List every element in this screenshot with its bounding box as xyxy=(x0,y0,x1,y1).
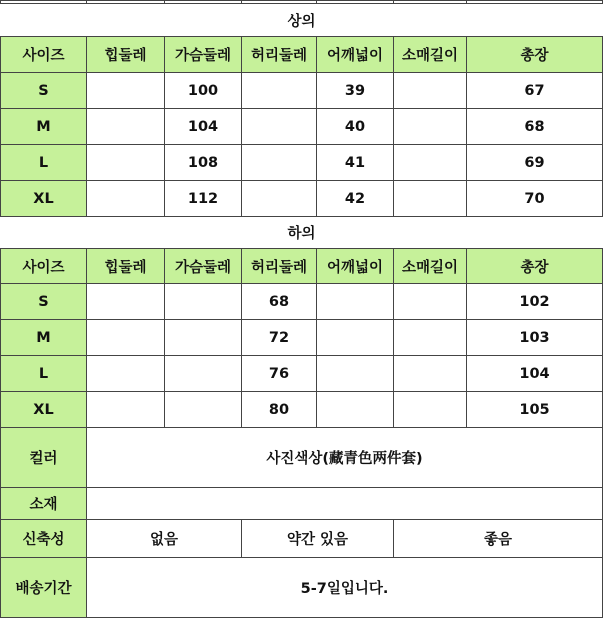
bottom-size-label: L xyxy=(1,356,87,392)
top-value-cell: 41 xyxy=(317,145,394,181)
stretch-label: 신축성 xyxy=(1,520,87,558)
bottom-size-label: XL xyxy=(1,392,87,428)
bottom-header-cell: 소매길이 xyxy=(394,249,467,284)
bottom-header-row xyxy=(1,249,603,284)
bottom-size-label: M xyxy=(1,320,87,356)
top-value-cell: 67 xyxy=(467,73,603,109)
material-row xyxy=(1,488,603,520)
top-value-cell xyxy=(87,145,165,181)
bottom-size-row xyxy=(1,392,603,428)
bottom-value-cell xyxy=(87,284,165,320)
bottom-header-cell: 힙둘레 xyxy=(87,249,165,284)
bottom-size-row xyxy=(1,356,603,392)
top-header-cell: 힙둘레 xyxy=(87,37,165,73)
bottom-value-cell xyxy=(165,392,242,428)
bottom-value-cell: 105 xyxy=(467,392,603,428)
top-value-cell xyxy=(242,109,317,145)
top-value-cell xyxy=(242,145,317,181)
bottom-value-cell: 68 xyxy=(242,284,317,320)
bottom-header-cell: 어깨넓이 xyxy=(317,249,394,284)
bottom-value-cell: 102 xyxy=(467,284,603,320)
bottom-size-row xyxy=(1,320,603,356)
top-value-cell: 40 xyxy=(317,109,394,145)
color-label: 컬러 xyxy=(1,428,87,488)
bottom-value-cell xyxy=(165,320,242,356)
top-size-row xyxy=(1,109,603,145)
top-header-cell: 허리둘레 xyxy=(242,37,317,73)
top-value-cell: 68 xyxy=(467,109,603,145)
bottom-value-cell xyxy=(165,284,242,320)
bottom-value-cell xyxy=(87,320,165,356)
bottom-value-cell xyxy=(165,356,242,392)
bottom-header-cell: 사이즈 xyxy=(1,249,87,284)
bottom-value-cell: 80 xyxy=(242,392,317,428)
bottom-value-cell xyxy=(87,356,165,392)
bottom-header-cell: 가슴둘레 xyxy=(165,249,242,284)
top-value-cell xyxy=(394,109,467,145)
bottom-section-title: 하의 xyxy=(1,217,603,249)
shipping-value: 5-7일입니다. xyxy=(87,558,603,618)
bottom-value-cell xyxy=(87,392,165,428)
top-title-row xyxy=(1,4,603,37)
bottom-value-cell xyxy=(394,392,467,428)
top-value-cell xyxy=(242,181,317,217)
top-value-cell: 69 xyxy=(467,145,603,181)
top-value-cell: 70 xyxy=(467,181,603,217)
top-size-row xyxy=(1,181,603,217)
bottom-value-cell xyxy=(394,284,467,320)
stretch-option-good: 좋음 xyxy=(394,520,603,558)
color-value: 사진색상(藏青色两件套) xyxy=(87,428,603,488)
bottom-value-cell xyxy=(317,320,394,356)
bottom-value-cell xyxy=(394,356,467,392)
material-value xyxy=(87,488,603,520)
top-value-cell: 104 xyxy=(165,109,242,145)
top-section-title: 상의 xyxy=(1,4,603,37)
top-size-label: XL xyxy=(1,181,87,217)
top-header-cell: 가슴둘레 xyxy=(165,37,242,73)
top-value-cell xyxy=(87,181,165,217)
top-value-cell xyxy=(394,181,467,217)
top-size-row xyxy=(1,145,603,181)
top-value-cell xyxy=(394,73,467,109)
stretch-row xyxy=(1,520,603,558)
material-label: 소재 xyxy=(1,488,87,520)
color-row xyxy=(1,428,603,488)
shipping-label: 배송기간 xyxy=(1,558,87,618)
bottom-size-row xyxy=(1,284,603,320)
bottom-value-cell xyxy=(317,356,394,392)
top-size-label: L xyxy=(1,145,87,181)
stretch-option-some: 약간 있음 xyxy=(242,520,394,558)
bottom-value-cell xyxy=(317,392,394,428)
top-value-cell: 42 xyxy=(317,181,394,217)
bottom-value-cell xyxy=(394,320,467,356)
top-value-cell: 100 xyxy=(165,73,242,109)
top-value-cell xyxy=(87,73,165,109)
top-value-cell: 112 xyxy=(165,181,242,217)
top-value-cell xyxy=(394,145,467,181)
bottom-value-cell: 76 xyxy=(242,356,317,392)
top-size-label: S xyxy=(1,73,87,109)
bottom-header-cell: 총장 xyxy=(467,249,603,284)
top-header-cell: 사이즈 xyxy=(1,37,87,73)
bottom-value-cell: 104 xyxy=(467,356,603,392)
bottom-value-cell xyxy=(317,284,394,320)
stretch-option-none: 없음 xyxy=(87,520,242,558)
top-size-row xyxy=(1,73,603,109)
top-header-cell: 어깨넓이 xyxy=(317,37,394,73)
top-value-cell: 108 xyxy=(165,145,242,181)
top-header-cell: 소매길이 xyxy=(394,37,467,73)
top-value-cell xyxy=(87,109,165,145)
bottom-title-row xyxy=(1,217,603,249)
bottom-value-cell: 103 xyxy=(467,320,603,356)
top-value-cell: 39 xyxy=(317,73,394,109)
top-size-label: M xyxy=(1,109,87,145)
top-header-row xyxy=(1,37,603,73)
bottom-value-cell: 72 xyxy=(242,320,317,356)
bottom-size-label: S xyxy=(1,284,87,320)
bottom-header-cell: 허리둘레 xyxy=(242,249,317,284)
shipping-row xyxy=(1,558,603,618)
top-value-cell xyxy=(242,73,317,109)
top-header-cell: 총장 xyxy=(467,37,603,73)
